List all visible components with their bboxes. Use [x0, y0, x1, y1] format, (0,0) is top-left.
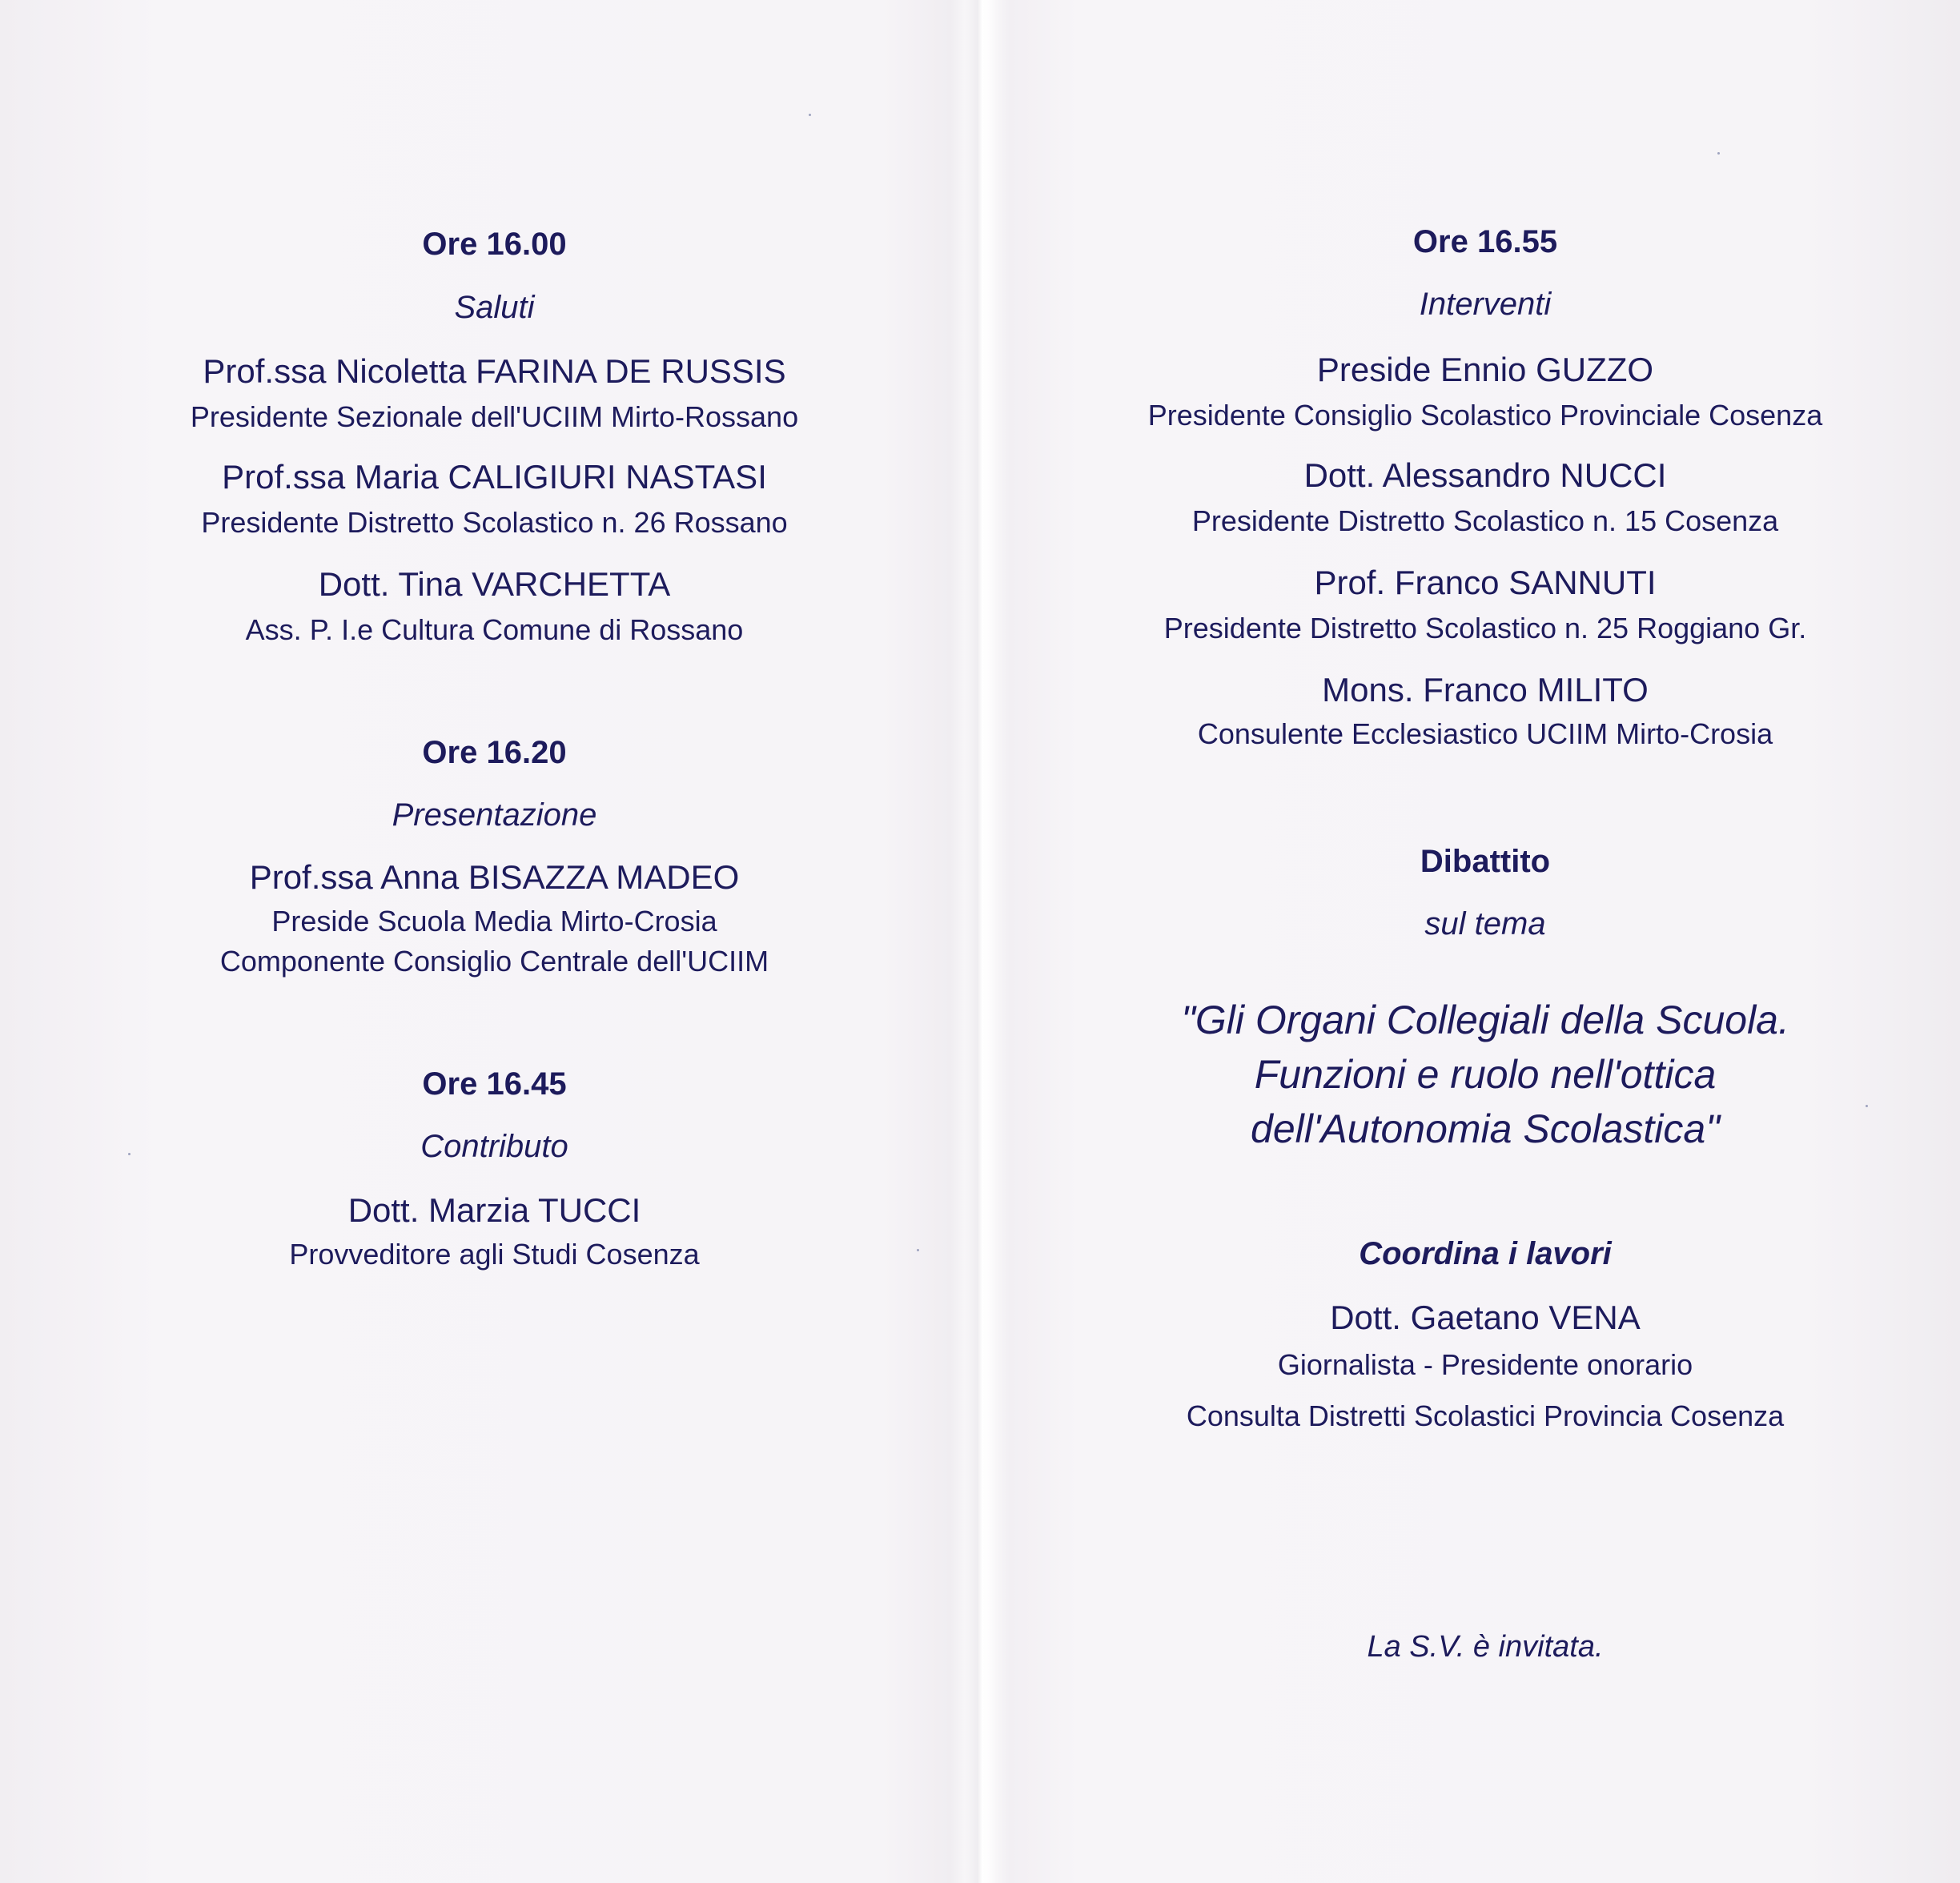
- speaker-role: Presidente Sezionale dell'UCIIM Mirto-Rossano: [190, 400, 799, 433]
- speaker-role: Ass. P. I.e Cultura Comune di Rossano: [245, 613, 744, 646]
- coordinator-heading: Coordina i lavori: [1359, 1236, 1612, 1271]
- speaker-role: Presidente Distretto Scolastico n. 15 Cosenza: [1191, 504, 1779, 537]
- debate-title: Dibattito: [1420, 844, 1551, 879]
- speaker-role: Presidente Distretto Scolastico n. 25 Roggiano Gr.: [1163, 612, 1807, 644]
- debate-theme-line: dell'Autonomia Scolastica": [1251, 1106, 1720, 1151]
- speaker-name: Prof. Franco SANNUTI: [1314, 564, 1657, 601]
- speaker-role: Presidente Consiglio Scolastico Provinciale Cosenza: [1147, 399, 1823, 432]
- speaker-name: Dott. Tina VARCHETTA: [318, 565, 671, 603]
- speaker-name: Mons. Franco MILITO: [1322, 671, 1649, 709]
- speaker-name: Prof.ssa Maria CALIGIURI NASTASI: [222, 458, 767, 496]
- session-label: Saluti: [454, 290, 535, 325]
- debate-subtitle: sul tema: [1424, 906, 1546, 942]
- coordinator-role: Consulta Distretti Scolastici Provincia Cosenza: [1186, 1399, 1785, 1432]
- speaker-name: Prof.ssa Anna BISAZZA MADEO: [249, 858, 740, 896]
- debate-theme-line: "Gli Organi Collegiali della Scuola.: [1181, 998, 1789, 1042]
- speaker-role: Provveditore agli Studi Cosenza: [289, 1238, 700, 1271]
- speaker-name: Preside Ennio GUZZO: [1316, 351, 1654, 388]
- session-time: Ore 16.55: [1412, 224, 1558, 259]
- session-label: Contributo: [420, 1129, 568, 1164]
- speaker-name: Dott. Alessandro NUCCI: [1303, 456, 1667, 494]
- coordinator-name: Dott. Gaetano VENA: [1330, 1299, 1641, 1336]
- session-time: Ore 16.00: [422, 227, 567, 262]
- invitation-note: La S.V. è invitata.: [1367, 1630, 1604, 1664]
- coordinator-role: Giornalista - Presidente onorario: [1277, 1348, 1693, 1381]
- speaker-role: Componente Consiglio Centrale dell'UCIIM: [219, 945, 769, 978]
- speaker-name: Dott. Marzia TUCCI: [347, 1191, 641, 1229]
- session-time: Ore 16.20: [422, 735, 567, 770]
- speaker-name: Prof.ssa Nicoletta FARINA DE RUSSIS: [203, 352, 786, 390]
- speaker-role: Consulente Ecclesiastico UCIIM Mirto-Crosia: [1197, 717, 1773, 750]
- session-label: Presentazione: [392, 797, 597, 833]
- paper-speck: [1717, 152, 1720, 155]
- paper-speck: [809, 114, 811, 116]
- debate-theme-line: Funzioni e ruolo nell'ottica: [1254, 1052, 1717, 1097]
- session-time: Ore 16.45: [422, 1066, 567, 1102]
- speaker-role: Preside Scuola Media Mirto-Crosia: [271, 905, 717, 937]
- session-label: Interventi: [1419, 287, 1552, 322]
- speaker-role: Presidente Distretto Scolastico n. 26 Rossano: [201, 506, 788, 539]
